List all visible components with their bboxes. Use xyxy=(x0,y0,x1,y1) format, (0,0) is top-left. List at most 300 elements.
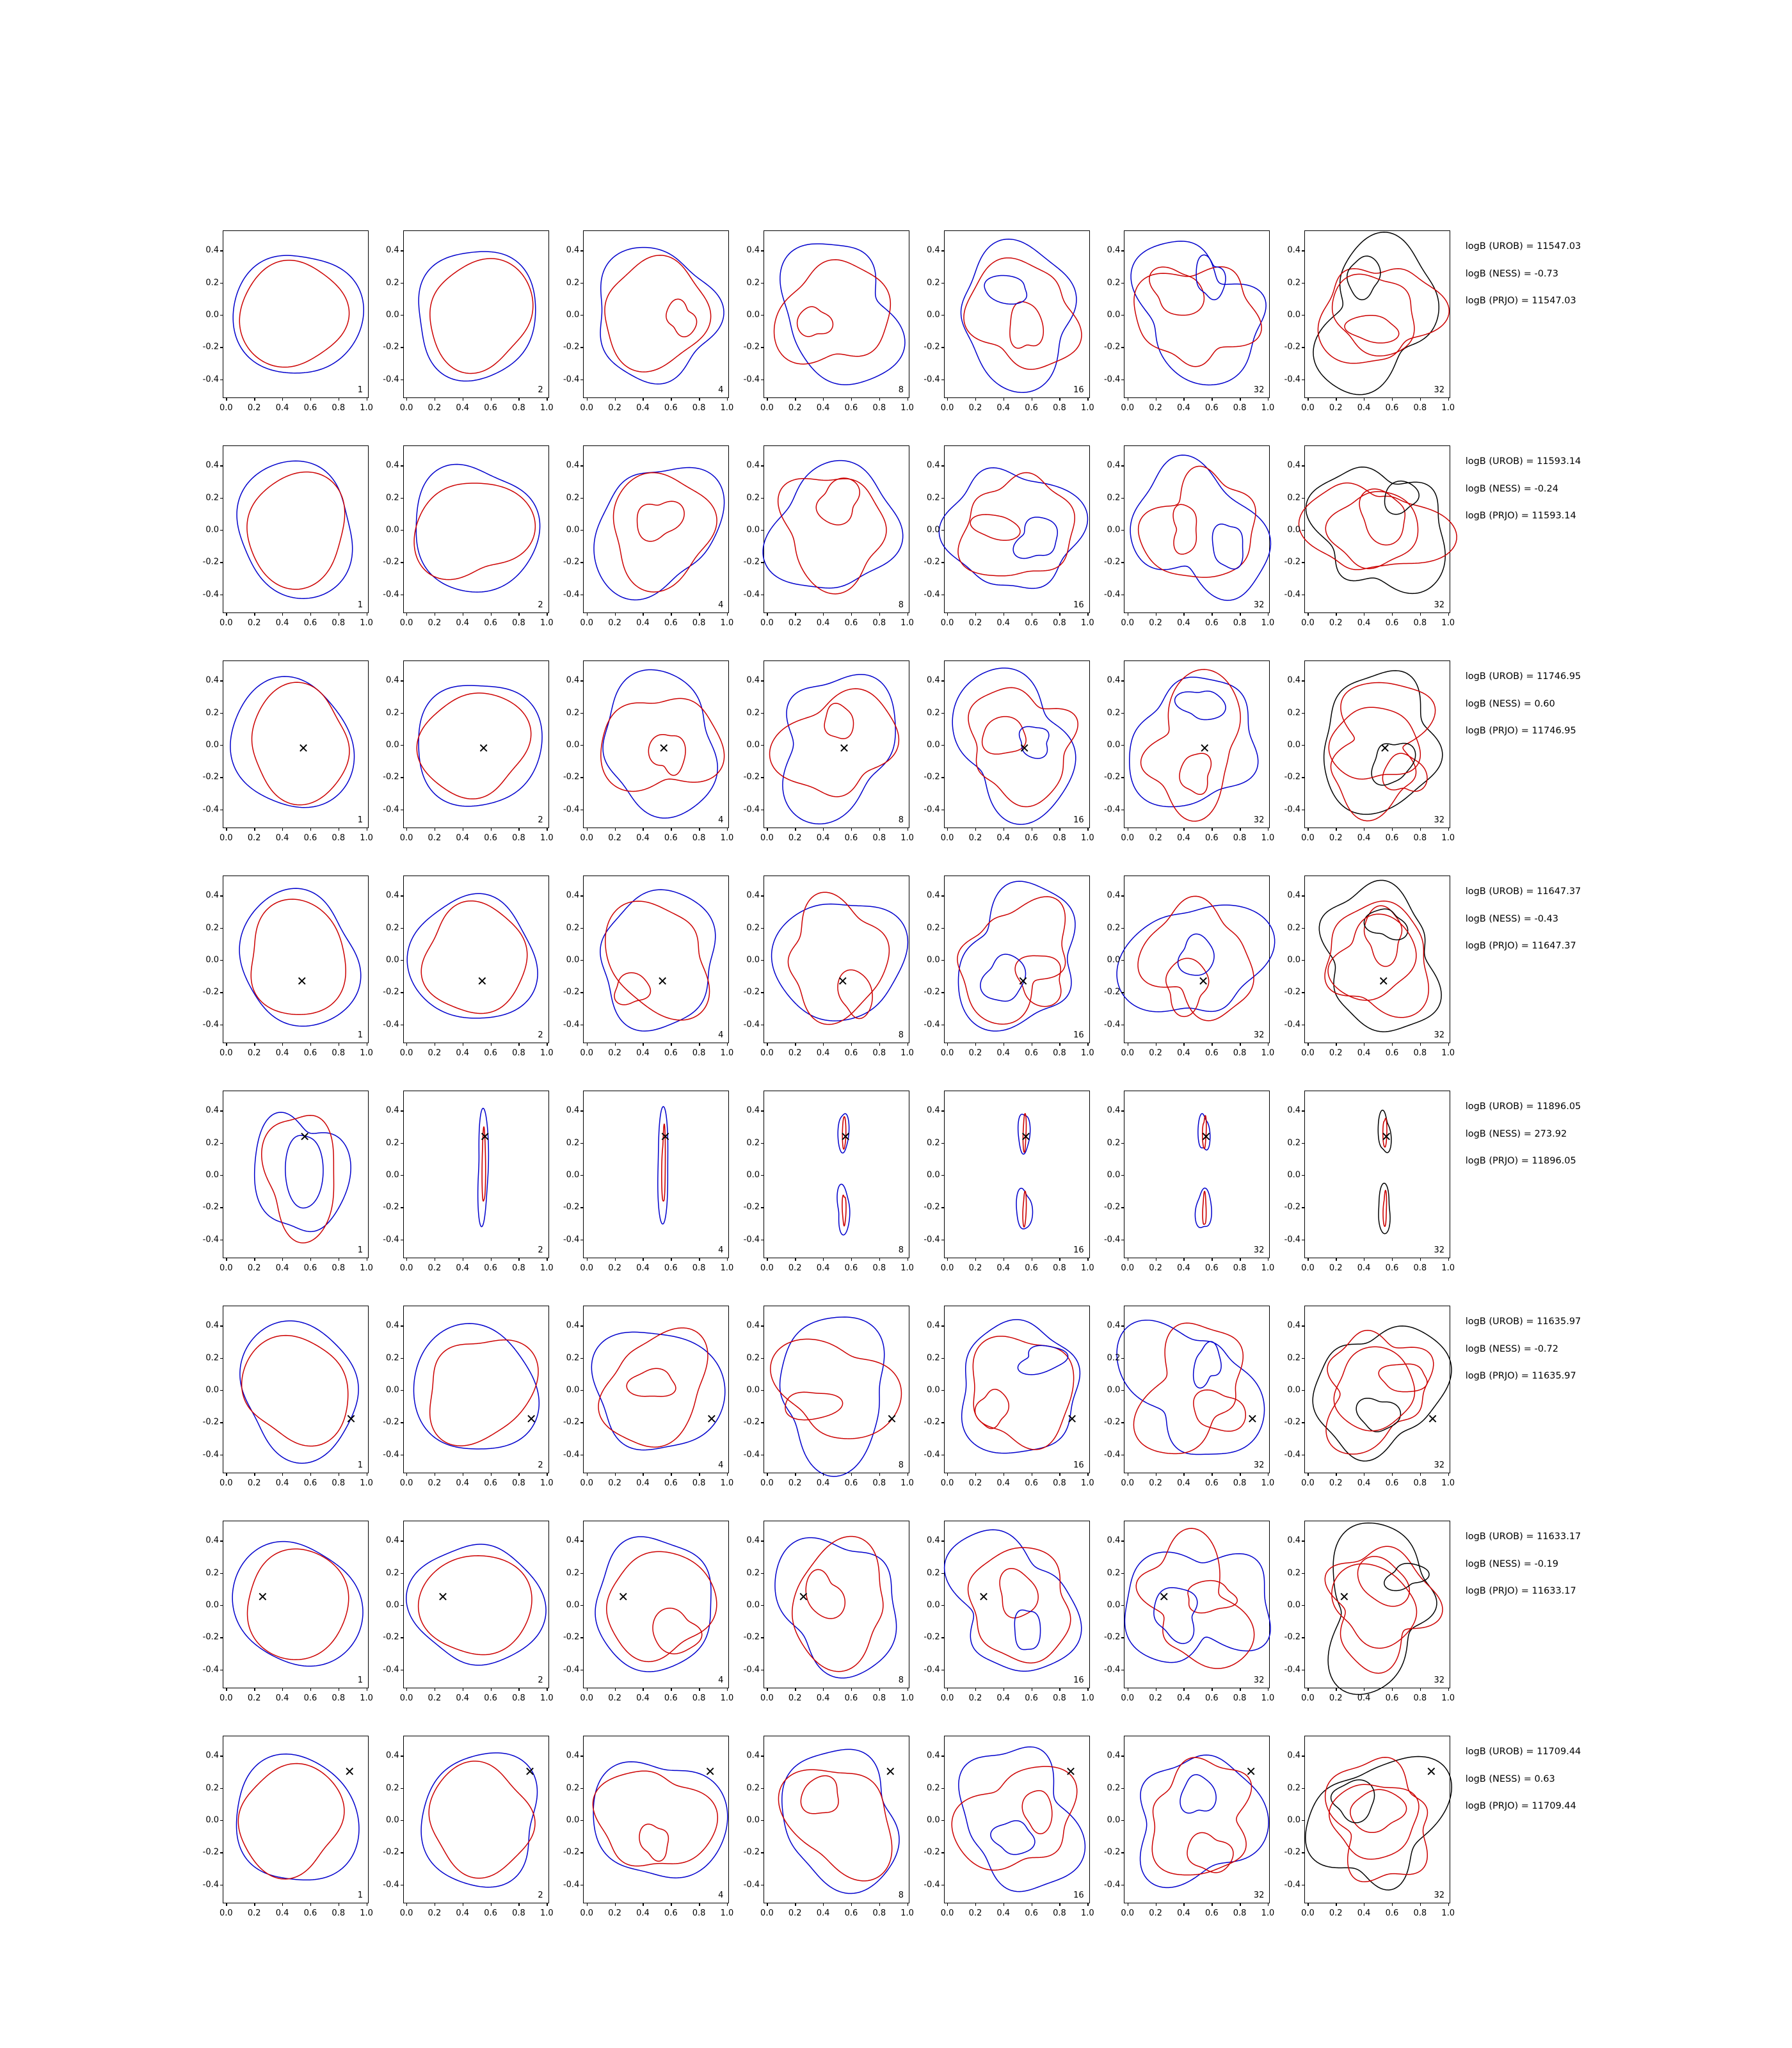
y-axis-tick-mark xyxy=(941,1207,945,1208)
y-axis-tick-label: -0.2 xyxy=(202,1417,219,1427)
x-axis-tick-label: 0.6 xyxy=(1385,403,1399,413)
x-axis-tick-mark xyxy=(310,397,311,401)
true-value-marker: ✕ xyxy=(1020,1128,1032,1144)
x-axis-tick-label: 0.6 xyxy=(1204,1908,1219,1918)
x-axis-tick-label: 0.0 xyxy=(760,1478,774,1488)
y-axis-tick-mark xyxy=(401,1605,404,1606)
x-axis-tick-mark xyxy=(879,1473,880,1476)
x-axis-tick-label: 0.4 xyxy=(1357,833,1371,843)
y-axis-tick-mark xyxy=(941,562,945,563)
row-annotations xyxy=(1454,445,1651,521)
x-axis-tick-label: 0.0 xyxy=(940,1263,954,1273)
x-axis-tick-mark xyxy=(254,828,255,831)
subplot-cell xyxy=(733,876,914,1071)
x-axis-tick-mark xyxy=(615,612,616,616)
x-axis-tick-label: 0.0 xyxy=(1121,1048,1135,1058)
panel-corner-label: 32 xyxy=(1253,1676,1265,1685)
x-axis-tick-label: 1.0 xyxy=(900,1693,914,1703)
y-axis-tick-label: 0.0 xyxy=(385,1815,399,1825)
x-axis-tick-label: 1.0 xyxy=(1080,1693,1094,1703)
subplot-cell xyxy=(1093,230,1275,426)
x-axis-tick-label: 0.2 xyxy=(788,1478,802,1488)
y-axis-tick-mark xyxy=(1302,283,1305,284)
x-axis-tick-mark xyxy=(1448,1473,1449,1476)
y-axis-tick-label: 0.4 xyxy=(1107,675,1121,685)
x-axis-tick-label: 0.2 xyxy=(247,1263,261,1273)
true-value-marker: ✕ xyxy=(1197,973,1209,989)
subplot-cell xyxy=(552,1091,734,1286)
true-value-marker: ✕ xyxy=(1425,1764,1437,1780)
y-axis-tick-label: 0.4 xyxy=(746,675,760,685)
y-axis-tick-label: 0.2 xyxy=(205,1353,219,1363)
y-axis-tick-label: 0.2 xyxy=(1107,1138,1121,1148)
y-axis-tick-mark xyxy=(1302,1325,1305,1326)
x-axis-tick-label: 0.6 xyxy=(844,833,858,843)
x-axis-tick-label: 0.0 xyxy=(760,1048,774,1058)
x-axis-tick-label: 0.0 xyxy=(1301,1048,1315,1058)
plot-axes xyxy=(743,230,914,413)
y-axis-tick-label: -0.4 xyxy=(1284,1880,1301,1890)
x-axis-tick-label: 0.4 xyxy=(1177,833,1190,843)
y-axis-tick-mark xyxy=(401,1110,404,1111)
y-axis-tick-label: -0.4 xyxy=(743,1235,760,1245)
plot-axes xyxy=(202,445,373,628)
x-axis-tick-mark xyxy=(491,1903,492,1906)
x-axis-tick-mark xyxy=(282,1903,283,1906)
x-axis-tick-label: 0.8 xyxy=(512,1263,525,1273)
y-axis-tick-mark xyxy=(401,1358,404,1359)
x-axis-tick-label: 0.2 xyxy=(608,1478,621,1488)
y-axis-tick-mark xyxy=(1302,713,1305,714)
y-axis-tick-mark xyxy=(1121,1820,1124,1821)
x-axis-tick-label: 0.0 xyxy=(220,833,233,843)
x-axis-tick-mark xyxy=(1059,828,1060,831)
x-axis-tick-label: 1.0 xyxy=(720,1478,734,1488)
x-axis-tick-mark xyxy=(879,1258,880,1261)
plot-axes xyxy=(924,445,1094,628)
y-axis-tick-mark xyxy=(220,1110,223,1111)
x-axis-tick-mark xyxy=(1183,1903,1184,1906)
x-axis-tick-mark xyxy=(282,1258,283,1261)
y-axis-tick-mark xyxy=(401,1175,404,1176)
y-axis-tick-label: -0.4 xyxy=(1103,1450,1121,1460)
y-axis-tick-label: -0.2 xyxy=(924,772,940,782)
x-axis-tick-label: 1.0 xyxy=(1441,618,1455,628)
y-axis-tick-mark xyxy=(761,928,764,929)
annotation-text: logB (NESS) = -0.73 xyxy=(1465,268,1558,279)
plot-axes xyxy=(743,1306,914,1488)
y-axis-tick-mark xyxy=(761,283,764,284)
y-axis-tick-label: 0.2 xyxy=(385,1783,399,1793)
panel-corner-label: 16 xyxy=(1073,1245,1084,1255)
x-axis-tick-mark xyxy=(587,1473,588,1476)
x-axis-tick-label: 0.6 xyxy=(1025,618,1038,628)
x-axis-tick-mark xyxy=(727,1903,728,1906)
x-axis-tick-label: 0.8 xyxy=(1413,1693,1427,1703)
true-value-marker: ✕ xyxy=(479,1128,491,1144)
x-axis-tick-mark xyxy=(727,1688,728,1691)
y-axis-tick-mark xyxy=(761,960,764,961)
y-axis-tick-mark xyxy=(941,1143,945,1144)
y-axis-tick-label: -0.2 xyxy=(1284,342,1301,352)
plot-axes xyxy=(1103,445,1275,628)
x-axis-tick-label: 1.0 xyxy=(1080,1263,1094,1273)
y-axis-tick-mark xyxy=(580,992,584,993)
panel-corner-label: 1 xyxy=(357,600,363,610)
panel-corner-label: 2 xyxy=(538,815,543,825)
subplot-row xyxy=(192,230,1651,426)
panel-corner-label: 4 xyxy=(718,1245,724,1255)
y-axis-tick-label: -0.4 xyxy=(743,1665,760,1675)
y-axis-tick-label: 0.0 xyxy=(205,1815,219,1825)
x-axis-tick-mark xyxy=(1087,828,1088,831)
plot-axes xyxy=(202,1736,373,1918)
x-axis-tick-mark xyxy=(879,612,880,616)
y-axis-tick-label: -0.4 xyxy=(1284,1665,1301,1675)
x-axis-tick-mark xyxy=(491,397,492,401)
y-axis-tick-mark xyxy=(1121,960,1124,961)
x-axis-tick-mark xyxy=(310,828,311,831)
y-axis-tick-mark xyxy=(761,1325,764,1326)
y-axis-tick-label: 0.4 xyxy=(746,1320,760,1331)
x-axis-tick-mark xyxy=(851,1903,852,1906)
y-axis-tick-mark xyxy=(1302,465,1305,466)
x-axis-tick-label: 0.2 xyxy=(968,1048,982,1058)
annotation-text: logB (PRJO) = 11709.44 xyxy=(1465,1801,1576,1811)
y-axis-tick-label: 0.2 xyxy=(205,278,219,288)
x-axis-tick-label: 0.2 xyxy=(1149,1048,1162,1058)
y-axis-tick-mark xyxy=(401,1143,404,1144)
x-axis-tick-label: 0.6 xyxy=(303,1478,317,1488)
y-axis-tick-mark xyxy=(580,895,584,896)
y-axis-tick-mark xyxy=(941,1175,945,1176)
y-axis-tick-label: 0.2 xyxy=(566,1783,580,1793)
x-axis-tick-mark xyxy=(310,1903,311,1906)
x-axis-tick-mark xyxy=(1420,1258,1421,1261)
y-axis-tick-label: -0.4 xyxy=(563,1235,580,1245)
true-value-marker: ✕ xyxy=(1199,740,1210,756)
x-axis-tick-label: 0.2 xyxy=(428,1908,442,1918)
x-axis-tick-mark xyxy=(587,1688,588,1691)
y-axis-tick-mark xyxy=(941,680,945,681)
x-axis-tick-mark xyxy=(254,1043,255,1046)
x-axis-tick-label: 0.0 xyxy=(1121,403,1135,413)
y-axis-tick-label: 0.4 xyxy=(385,1105,399,1116)
x-axis-tick-label: 0.0 xyxy=(580,618,594,628)
y-axis-tick-label: 0.4 xyxy=(1287,1105,1301,1116)
y-axis-tick-label: -0.2 xyxy=(202,987,219,997)
y-axis-tick-mark xyxy=(1302,1110,1305,1111)
x-axis-tick-label: 0.0 xyxy=(1121,833,1135,843)
plot-axes xyxy=(202,1521,373,1703)
y-axis-tick-mark xyxy=(761,1573,764,1574)
x-axis-tick-label: 0.8 xyxy=(332,833,346,843)
y-axis-tick-mark xyxy=(220,1390,223,1391)
y-axis-tick-mark xyxy=(220,745,223,746)
x-axis-tick-mark xyxy=(823,612,824,616)
annotation-text: logB (UROB) = 11647.37 xyxy=(1465,886,1581,897)
x-axis-tick-label: 0.4 xyxy=(1177,1263,1190,1273)
y-axis-tick-mark xyxy=(941,315,945,316)
x-axis-tick-label: 0.2 xyxy=(608,1908,621,1918)
y-axis-tick-mark xyxy=(580,1110,584,1111)
x-axis-tick-mark xyxy=(699,1258,700,1261)
x-axis-tick-mark xyxy=(975,1473,976,1476)
x-axis-tick-mark xyxy=(1059,1688,1060,1691)
x-axis-tick-label: 0.0 xyxy=(580,1693,594,1703)
annotation-text: logB (PRJO) = 11635.97 xyxy=(1465,1371,1576,1381)
true-value-marker: ✕ xyxy=(346,1411,356,1427)
x-axis-tick-label: 0.2 xyxy=(1149,1908,1162,1918)
x-axis-tick-mark xyxy=(282,612,283,616)
y-axis-tick-label: -0.2 xyxy=(1284,1417,1301,1427)
subplot-cell xyxy=(733,1521,914,1716)
panel-corner-label: 16 xyxy=(1073,1460,1084,1470)
y-axis-tick-label: 0.0 xyxy=(566,1815,580,1825)
x-axis-tick-mark xyxy=(727,828,728,831)
y-axis-tick-mark xyxy=(580,1358,584,1359)
x-axis-tick-label: 0.8 xyxy=(872,1478,886,1488)
annotation-text: logB (NESS) = -0.19 xyxy=(1465,1558,1558,1569)
x-axis-tick-label: 0.8 xyxy=(512,403,525,413)
x-axis-tick-mark xyxy=(406,1043,407,1046)
y-axis-tick-label: 0.0 xyxy=(1107,1600,1121,1610)
panel-corner-label: 32 xyxy=(1253,1460,1265,1470)
x-axis-tick-label: 0.2 xyxy=(968,403,982,413)
plot-axes xyxy=(924,876,1094,1058)
y-axis-tick-label: 0.2 xyxy=(385,708,399,718)
x-axis-tick-label: 0.4 xyxy=(1177,1908,1190,1918)
x-axis-tick-label: 0.2 xyxy=(788,1693,802,1703)
x-axis-tick-label: 1.0 xyxy=(900,1263,914,1273)
x-axis-tick-label: 0.0 xyxy=(220,403,233,413)
x-axis-tick-mark xyxy=(795,1043,796,1046)
y-axis-tick-mark xyxy=(941,1852,945,1853)
y-axis-tick-label: -0.4 xyxy=(1284,1020,1301,1030)
annotation-text: logB (NESS) = 0.63 xyxy=(1465,1773,1555,1784)
annotation-text: logB (NESS) = -0.24 xyxy=(1465,483,1558,494)
y-axis-tick-label: 0.0 xyxy=(566,1385,580,1395)
y-axis-tick-label: 0.4 xyxy=(385,245,399,255)
y-axis-tick-label: 0.4 xyxy=(1287,675,1301,685)
x-axis-tick-label: 1.0 xyxy=(900,1048,914,1058)
y-axis-tick-mark xyxy=(401,498,404,499)
y-axis-tick-label: -0.2 xyxy=(202,1632,219,1642)
y-axis-tick-label: 0.4 xyxy=(566,1750,580,1761)
y-axis-tick-mark xyxy=(941,1358,945,1359)
panel-corner-label: 16 xyxy=(1073,1676,1084,1685)
y-axis-tick-label: -0.2 xyxy=(383,1417,399,1427)
x-axis-tick-label: 0.8 xyxy=(1233,618,1247,628)
y-axis-tick-mark xyxy=(1302,777,1305,778)
x-axis-tick-mark xyxy=(1392,1258,1393,1261)
x-axis-tick-mark xyxy=(1420,1473,1421,1476)
x-axis-tick-mark xyxy=(947,1258,948,1261)
y-axis-tick-mark xyxy=(220,1540,223,1541)
subplot-cell xyxy=(372,876,554,1071)
x-axis-tick-label: 0.8 xyxy=(872,1693,886,1703)
subplot-cell xyxy=(1274,1091,1455,1286)
y-axis-tick-mark xyxy=(1121,1110,1124,1111)
x-axis-tick-label: 0.0 xyxy=(940,833,954,843)
true-value-marker: ✕ xyxy=(798,1589,809,1605)
x-axis-tick-label: 0.0 xyxy=(1301,1478,1315,1488)
x-axis-tick-label: 1.0 xyxy=(360,1478,373,1488)
y-axis-tick-label: 0.0 xyxy=(205,1385,219,1395)
y-axis-tick-mark xyxy=(941,283,945,284)
x-axis-tick-mark xyxy=(879,397,880,401)
x-axis-tick-mark xyxy=(699,1688,700,1691)
x-axis-tick-mark xyxy=(1448,1688,1449,1691)
plot-axes xyxy=(1103,1521,1275,1703)
x-axis-tick-mark xyxy=(879,1903,880,1906)
x-axis-tick-label: 0.8 xyxy=(332,1263,346,1273)
x-axis-tick-label: 0.0 xyxy=(399,403,413,413)
x-axis-tick-label: 0.2 xyxy=(788,618,802,628)
x-axis-tick-label: 0.4 xyxy=(1177,1048,1190,1058)
y-axis-tick-label: -0.2 xyxy=(383,1632,399,1642)
panel-corner-label: 32 xyxy=(1434,1676,1445,1685)
y-axis-tick-mark xyxy=(401,1540,404,1541)
y-axis-tick-mark xyxy=(1302,895,1305,896)
y-axis-tick-mark xyxy=(580,1573,584,1574)
x-axis-tick-label: 0.4 xyxy=(275,618,289,628)
y-axis-tick-label: -0.4 xyxy=(743,374,760,385)
x-axis-tick-label: 0.2 xyxy=(428,1048,442,1058)
true-value-marker: ✕ xyxy=(1158,1589,1170,1605)
x-axis-tick-label: 0.0 xyxy=(580,1263,594,1273)
y-axis-tick-mark xyxy=(401,1422,404,1423)
x-axis-tick-label: 0.0 xyxy=(399,833,413,843)
y-axis-tick-label: 0.0 xyxy=(385,1170,399,1180)
plot-axes xyxy=(383,1091,554,1273)
x-axis-tick-label: 0.6 xyxy=(484,1693,497,1703)
y-axis-tick-label: -0.2 xyxy=(924,1847,940,1857)
x-axis-tick-label: 0.0 xyxy=(1121,1693,1135,1703)
y-axis-tick-mark xyxy=(220,1207,223,1208)
x-axis-tick-mark xyxy=(1420,612,1421,616)
panel-corner-label: 32 xyxy=(1434,1245,1445,1255)
true-value-marker: ✕ xyxy=(1378,973,1389,989)
true-value-marker: ✕ xyxy=(477,973,488,989)
x-axis-tick-mark xyxy=(282,1688,283,1691)
x-axis-tick-mark xyxy=(254,397,255,401)
x-axis-tick-mark xyxy=(518,1043,519,1046)
y-axis-tick-label: 0.4 xyxy=(1107,890,1121,900)
panel-corner-label: 16 xyxy=(1073,600,1084,610)
y-axis-tick-mark xyxy=(401,1788,404,1789)
y-axis-tick-mark xyxy=(1302,960,1305,961)
y-axis-tick-label: -0.4 xyxy=(743,1880,760,1890)
plot-axes xyxy=(743,876,914,1058)
y-axis-tick-label: 0.2 xyxy=(566,278,580,288)
subplot-row xyxy=(192,876,1651,1071)
x-axis-tick-label: 0.4 xyxy=(1357,1478,1371,1488)
x-axis-tick-label: 1.0 xyxy=(540,403,554,413)
y-axis-tick-label: -0.4 xyxy=(924,804,940,815)
y-axis-tick-mark xyxy=(1121,1788,1124,1789)
x-axis-tick-label: 0.0 xyxy=(220,618,233,628)
x-axis-tick-mark xyxy=(406,1903,407,1906)
x-axis-tick-label: 0.6 xyxy=(484,403,497,413)
y-axis-tick-mark xyxy=(580,1390,584,1391)
y-axis-tick-mark xyxy=(1302,530,1305,531)
panel-corner-label: 32 xyxy=(1434,1030,1445,1040)
y-axis-tick-label: -0.2 xyxy=(743,342,760,352)
x-axis-tick-label: 1.0 xyxy=(720,1263,734,1273)
x-axis-tick-label: 0.4 xyxy=(456,403,470,413)
y-axis-tick-label: 0.2 xyxy=(1107,493,1121,503)
x-axis-tick-label: 0.8 xyxy=(1053,1908,1066,1918)
subplot-cell xyxy=(552,445,734,641)
x-axis-tick-label: 0.6 xyxy=(484,833,497,843)
subplot-cell xyxy=(372,1521,554,1716)
plot-axes xyxy=(563,230,734,413)
subplot-row xyxy=(192,1306,1651,1501)
y-axis-tick-label: -0.2 xyxy=(383,772,399,782)
y-axis-tick-mark xyxy=(761,1422,764,1423)
x-axis-tick-label: 0.8 xyxy=(512,1908,525,1918)
true-value-marker: ✕ xyxy=(1018,973,1028,989)
x-axis-tick-label: 0.2 xyxy=(788,1908,802,1918)
row-annotations xyxy=(1454,1091,1651,1166)
x-axis-tick-mark xyxy=(851,1043,852,1046)
panel-corner-label: 32 xyxy=(1434,385,1445,395)
subplot-cell xyxy=(192,230,373,426)
x-axis-tick-mark xyxy=(879,1043,880,1046)
x-axis-tick-mark xyxy=(879,1688,880,1691)
plot-axes xyxy=(202,660,373,843)
y-axis-tick-label: 0.0 xyxy=(746,740,760,750)
row-annotations xyxy=(1454,1736,1651,1811)
y-axis-tick-label: -0.2 xyxy=(1103,1847,1121,1857)
y-axis-tick-label: -0.4 xyxy=(924,374,940,385)
x-axis-tick-mark xyxy=(226,612,227,616)
y-axis-tick-mark xyxy=(1302,1175,1305,1176)
x-axis-tick-mark xyxy=(795,1473,796,1476)
y-axis-tick-label: 0.0 xyxy=(1287,740,1301,750)
x-axis-tick-label: 0.8 xyxy=(1053,1693,1066,1703)
x-axis-tick-mark xyxy=(615,828,616,831)
y-axis-tick-mark xyxy=(220,1325,223,1326)
y-axis-tick-label: 0.4 xyxy=(927,890,940,900)
y-axis-tick-mark xyxy=(220,1573,223,1574)
y-axis-tick-label: 0.2 xyxy=(1287,1783,1301,1793)
x-axis-tick-mark xyxy=(795,397,796,401)
y-axis-tick-label: -0.4 xyxy=(563,374,580,385)
x-axis-tick-label: 0.0 xyxy=(580,1048,594,1058)
x-axis-tick-label: 1.0 xyxy=(1080,1908,1094,1918)
y-axis-tick-mark xyxy=(580,1143,584,1144)
x-axis-tick-label: 1.0 xyxy=(1261,1263,1275,1273)
y-axis-tick-label: -0.4 xyxy=(563,589,580,600)
y-axis-tick-mark xyxy=(220,895,223,896)
subplot-cell xyxy=(1093,1306,1275,1501)
x-axis-tick-label: 0.6 xyxy=(303,1908,317,1918)
y-axis-tick-mark xyxy=(580,1605,584,1606)
y-axis-tick-mark xyxy=(401,283,404,284)
subplot-row xyxy=(192,445,1651,641)
x-axis-tick-label: 0.4 xyxy=(275,1908,289,1918)
x-axis-tick-label: 0.6 xyxy=(1385,1048,1399,1058)
y-axis-tick-mark xyxy=(401,562,404,563)
y-axis-tick-mark xyxy=(1121,530,1124,531)
y-axis-tick-label: -0.4 xyxy=(1103,1235,1121,1245)
x-axis-tick-label: 0.8 xyxy=(872,1263,886,1273)
plot-axes xyxy=(1103,1306,1275,1488)
y-axis-tick-mark xyxy=(941,777,945,778)
y-axis-tick-mark xyxy=(1302,928,1305,929)
